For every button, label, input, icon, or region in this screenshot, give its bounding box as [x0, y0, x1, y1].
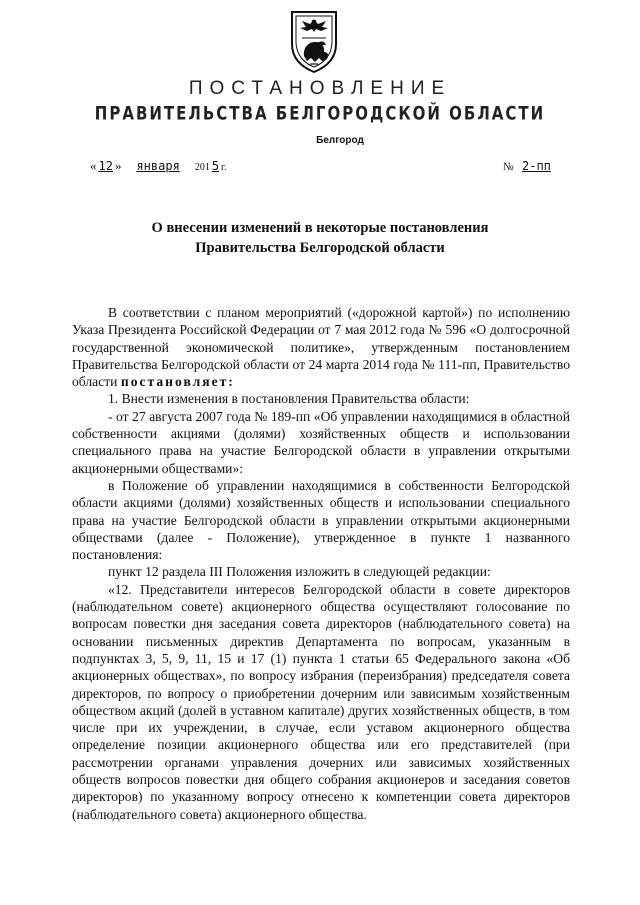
paragraph-clause-12-intro: пункт 12 раздела III Положения изложить в следующей редакции:: [108, 564, 491, 580]
number-sign: №: [503, 161, 514, 173]
document-type-heading: ПОСТАНОВЛЕНИЕ: [188, 78, 452, 99]
date-month: января: [136, 159, 180, 173]
document-number: [503, 158, 553, 174]
date-year-prefix: 201: [194, 162, 210, 173]
issuing-authority-heading: ПРАВИТЕЛЬСТВА БЕЛГОРОДСКОЙ ОБЛАСТИ: [94, 101, 546, 125]
decree-keyword: постановляет:: [120, 374, 235, 390]
paragraph-item-1: 1. Внести изменения в постановления Правительства области:: [108, 391, 470, 407]
city-label: Белгород: [316, 135, 364, 146]
paragraph-regulation: в Положение об управлении находящимися в собственности Белгородской области акциями (долями) хозяйственных обществ и использовании специального права на участие Белгородской области в управлении открытыми акционерными обществами (далее - Положение), утвержденное в пункте 1 названного постановления:: [72, 477, 570, 563]
document-title-line-2: Правительства Белгородской области: [195, 240, 445, 256]
date-year-end: г.: [221, 162, 227, 173]
date-day: 12: [98, 159, 113, 173]
preamble-text: В соответствии с планом мероприятий («дорожной картой») по исполнению Указа Президента Российской Федерации от 7 мая 2012 года № 596 «О долгосрочной государственной экономической политике», утвержденным постановлением Правительства Белгородской области от 24 марта 2014 года № 111-пп, Правительство области: [72, 305, 570, 390]
paragraph-clause-12-text: «12. Представители интересов Белгородской области в совете директоров (наблюдательном совете) акционерного общества осуществляют голосование по вопросам повестки дня заседания совета директоров (наблюдательного совета) на основании письменных директив Департамента по вопросам, указанным в подпунктах 3, 5, 9, 11, 15 и 17 (1) пункта 1 статьи 65 Федерального закона «Об акционерных обществах», по вопросу избрания (переизбрания) председателя совета директоров, по вопросу о приобретении дочерним или зависимым хозяйственным обществом акций (долей в уставном капитале) других хозяйственных обществ, в том числе при их учреждении, в случае, если уставом акционерного общества определение позиции акционерного общества или его представителей (при рассмотрении органами управления дочерних или зависимых хозяйственных обществ вопросов повестки дня общего собрания акционеров и заседания советов директоров) по указанному вопросу отнесено к компетенции совета директоров (наблюдательного совета) акционерного общества.: [72, 581, 570, 822]
document-body: [72, 304, 570, 823]
paragraph-decree-ref: - от 27 августа 2007 года № 189-пп «Об управлении находящимися в областной собственности акциями (долями) хозяйственных обществ и использовании специального права на участие Белгородской области в управлении открытыми акционерными обществами»:: [72, 408, 570, 476]
document-title-line-1: О внесении изменений в некоторые постановления: [151, 220, 489, 236]
document-date: « 12 » января 201 5 г.: [90, 158, 227, 173]
coat-of-arms-icon: [288, 8, 340, 74]
number-value: 2-пп: [522, 159, 551, 173]
paragraph-preamble: [72, 304, 570, 390]
document-title: [0, 218, 640, 258]
date-year-suffix: 5: [211, 159, 220, 173]
